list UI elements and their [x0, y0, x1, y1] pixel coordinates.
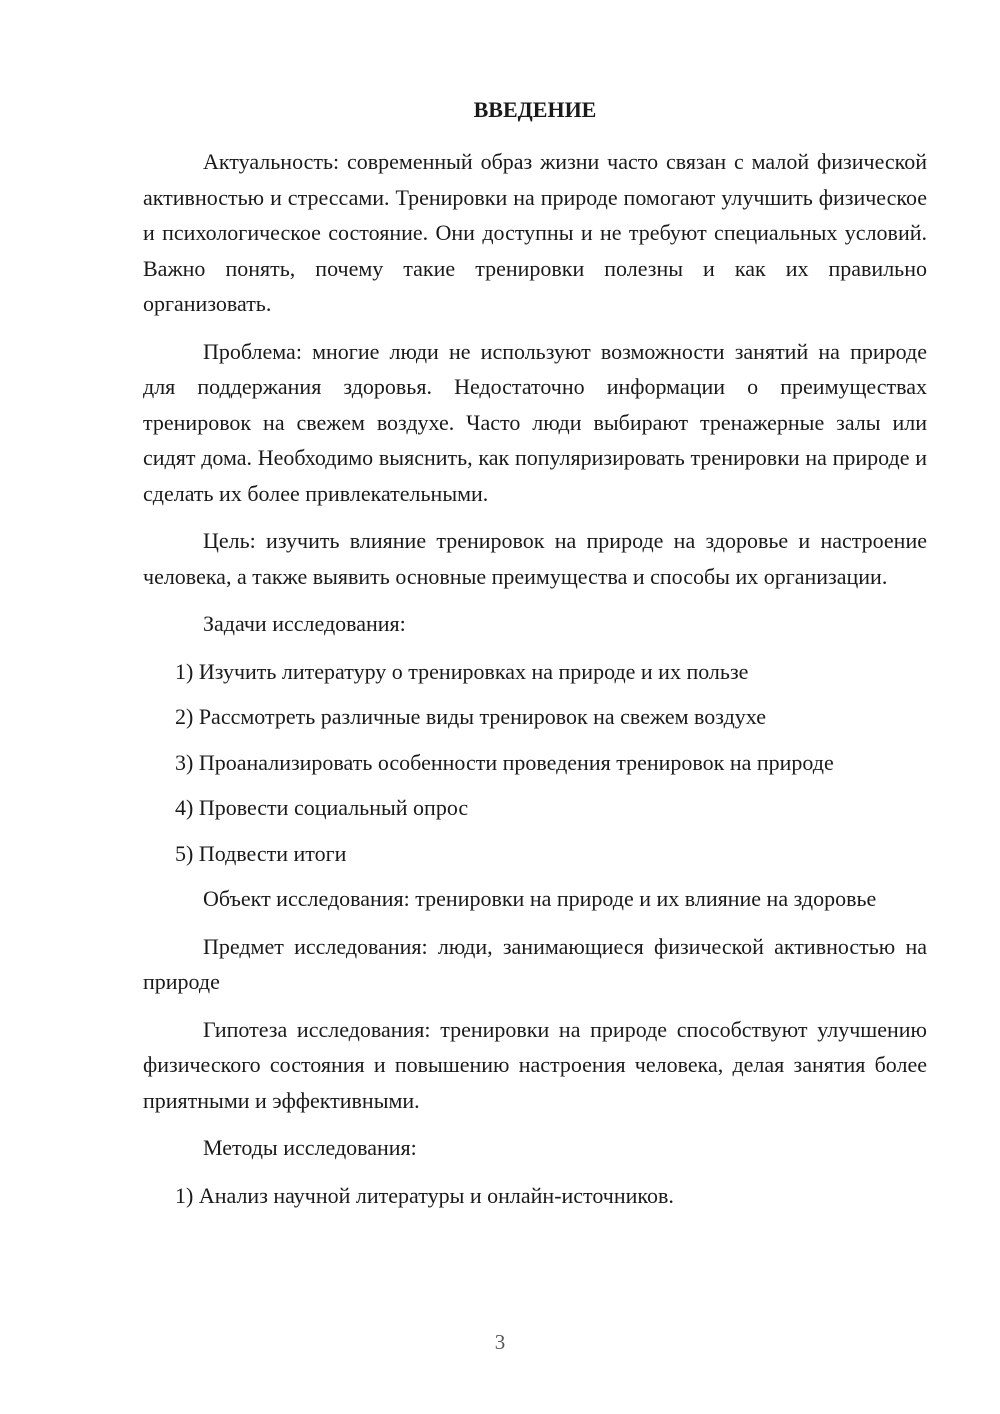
- paragraph-goal: Цель: изучить влияние тренировок на природе на здоровье и настроение человека, а также выявить основные преимущества и способы их организации.: [143, 528, 927, 589]
- section-title: ВВЕДЕНИЕ: [473, 97, 597, 122]
- task-item-1: 1) Изучить литературу о тренировках на природе и их пользе: [175, 658, 749, 684]
- paragraph-problem: Проблема: многие люди не используют возможности занятий на природе для поддержания здоровья. Недостаточно информации о преимуществах тренировок на свежем воздухе. Часто люди выбирают тренажерные залы или сидят дома. Необходимо выяснить, как популяризировать тренировки на природе и сделать их более привлекательными.: [143, 338, 927, 506]
- paragraph-hypothesis: Гипотеза исследования: тренировки на природе способствуют улучшению физического состояния и повышению настроения человека, делая занятия более приятными и эффективными.: [143, 1016, 927, 1113]
- paragraph-object: Объект исследования: тренировки на природе и их влияние на здоровье: [203, 886, 877, 911]
- task-item-3: 3) Проанализировать особенности проведения тренировок на природе: [175, 749, 834, 775]
- task-item-4: 4) Провести социальный опрос: [175, 795, 469, 820]
- page-number: 3: [494, 1330, 506, 1354]
- paragraph-subject: Предмет исследования: люди, занимающиеся физической активностью на природе: [143, 933, 927, 994]
- document-body: [143, 92, 927, 1223]
- paragraph-relevance: Актуальность: современный образ жизни часто связан с малой физической активностью и стрессами. Тренировки на природе помогают улучшить физическое и психологическое состояние. Они доступны и не требуют специальных условий. Важно понять, почему такие тренировки полезны и как их правильно организовать.: [143, 149, 927, 316]
- task-item-2: 2) Рассмотреть различные виды тренировок на свежем воздухе: [175, 704, 766, 729]
- method-item-1: 1) Анализ научной литературы и онлайн-источников.: [175, 1182, 674, 1208]
- task-item-5: 5) Подвести итоги: [175, 840, 347, 866]
- methods-heading: Методы исследования:: [203, 1135, 417, 1160]
- tasks-heading: Задачи исследования:: [203, 611, 406, 636]
